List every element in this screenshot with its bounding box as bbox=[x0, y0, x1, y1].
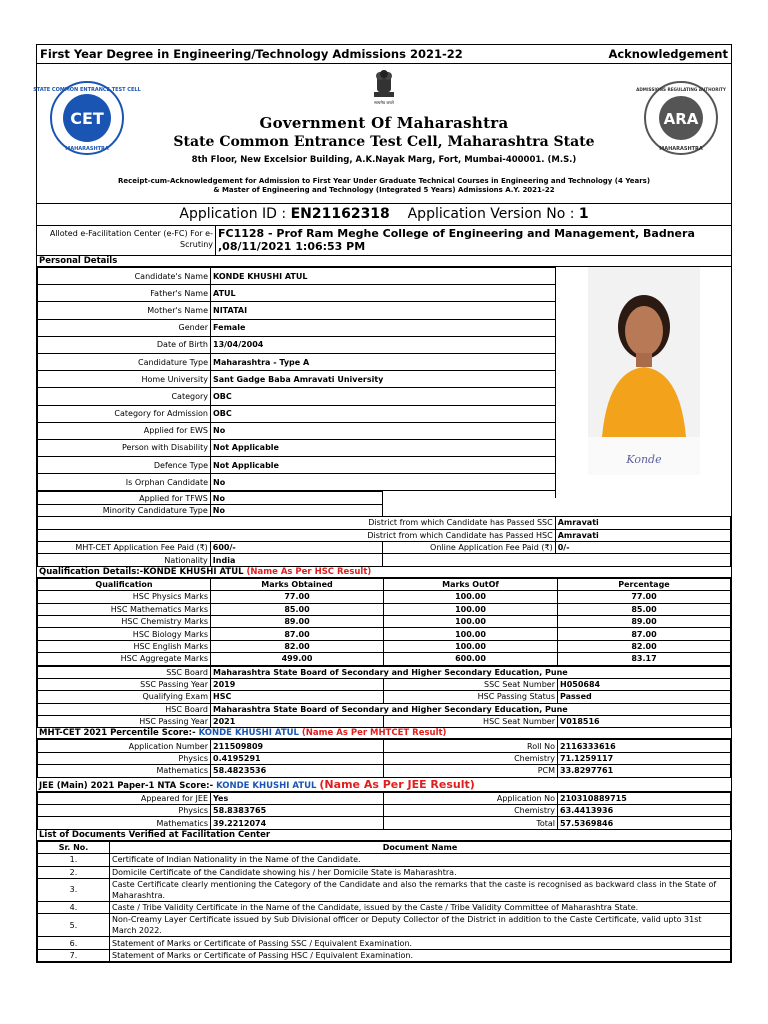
table-row bbox=[38, 854, 731, 866]
qualifying-exam-value: HSC bbox=[211, 691, 384, 703]
table-row bbox=[38, 752, 731, 764]
jee-candidate-name: KONDE KHUSHI ATUL bbox=[216, 780, 317, 791]
hsc-board-value: Maharashtra State Board of Secondary and Higher Secondary Education, Pune bbox=[211, 703, 731, 715]
ssc-board-label: SSC Board bbox=[38, 666, 211, 678]
hsc-seat-value: V018516 bbox=[558, 716, 731, 728]
application-id-row bbox=[37, 204, 731, 226]
table-row bbox=[38, 504, 731, 516]
percentage: 77.00 bbox=[558, 591, 731, 603]
document-name: Statement of Marks or Certificate of Passing HSC / Equivalent Examination. bbox=[110, 949, 731, 961]
personal-value: No bbox=[211, 422, 558, 439]
percentage: 89.00 bbox=[558, 615, 731, 627]
marks-outof: 100.00 bbox=[384, 603, 558, 615]
qualification-subject: HSC Chemistry Marks bbox=[38, 615, 211, 627]
ssc-seat-value: H050684 bbox=[558, 678, 731, 690]
qualification-note: (Name As Per HSC Result) bbox=[246, 566, 372, 577]
board-details-table bbox=[37, 666, 731, 729]
svg-text:MAHARASHTRA: MAHARASHTRA bbox=[65, 146, 109, 152]
cet-roll-value: 2116333616 bbox=[558, 740, 731, 752]
cet-pcm-value: 33.8297761 bbox=[558, 765, 731, 777]
cet-cell-title: State Common Entrance Test Cell, Maharashtra State bbox=[173, 134, 595, 150]
cet-heading-text: MHT-CET 2021 Percentile Score:- bbox=[39, 728, 196, 739]
qualification-subject: HSC Aggregate Marks bbox=[38, 653, 211, 665]
receipt-description: Receipt-cum-Acknowledgement for Admission to First Year Under Graduate Technical Courses in Engineering and Technology (4 Years) & Master of Engineering and Technology (Integrated 5 Years) Admissions A.Y. 2021-22 bbox=[117, 177, 651, 194]
hsc-year-value: 2021 bbox=[211, 716, 384, 728]
form-frame bbox=[33, 63, 732, 963]
document-name: Caste Certificate clearly mentioning the Category of the Candidate and also the remarks that the caste is recognised as backward class in the State of Maharashtra. bbox=[110, 878, 731, 901]
jee-score-table bbox=[37, 792, 731, 830]
document-name: Statement of Marks or Certificate of Passing SSC / Equivalent Examination. bbox=[110, 937, 731, 949]
col-sr-no: Sr. No. bbox=[38, 841, 110, 853]
table-row bbox=[38, 615, 731, 627]
jee-total-label: Total bbox=[384, 817, 558, 829]
documents-heading: List of Documents Verified at Facilitation Center bbox=[37, 830, 731, 841]
cet-score-table bbox=[37, 739, 731, 777]
qualification-heading-text: Qualification Details:-KONDE KHUSHI ATUL bbox=[39, 566, 244, 577]
svg-text:ADMISSIONS REGULATING AUTHORIT: ADMISSIONS REGULATING AUTHORITY bbox=[636, 87, 726, 92]
candidate-photo bbox=[588, 267, 700, 475]
personal-label: Person with Disability bbox=[38, 439, 211, 456]
tfws-label: Applied for TFWS bbox=[38, 492, 211, 504]
personal-value: Maharashtra - Type A bbox=[211, 353, 558, 370]
table-row bbox=[38, 603, 731, 615]
personal-label: Category bbox=[38, 388, 211, 405]
online-fee-label: Online Application Fee Paid (₹) bbox=[382, 542, 555, 554]
ssc-district-label: District from which Candidate has Passed SSC bbox=[38, 517, 556, 529]
application-id-label: Application ID : bbox=[179, 206, 291, 222]
jee-heading-text: JEE (Main) 2021 Paper-1 NTA Score:- bbox=[39, 780, 214, 791]
table-row bbox=[38, 542, 731, 554]
table-row bbox=[38, 529, 731, 541]
col-document-name: Document Name bbox=[110, 841, 731, 853]
personal-value: KONDE KHUSHI ATUL bbox=[211, 268, 558, 285]
marks-outof: 100.00 bbox=[384, 640, 558, 652]
fee-value: 600/- bbox=[210, 542, 382, 554]
qualification-subject: HSC Biology Marks bbox=[38, 628, 211, 640]
personal-label: Category for Admission bbox=[38, 405, 211, 422]
jee-heading bbox=[37, 778, 731, 792]
cet-chemistry-label: Chemistry bbox=[384, 752, 558, 764]
minority-label: Minority Candidature Type bbox=[38, 504, 211, 516]
table-row bbox=[38, 591, 731, 603]
government-title: Government Of Maharashtra bbox=[259, 114, 509, 132]
svg-text:सत्यमेव जयते: सत्यमेव जयते bbox=[374, 100, 394, 105]
document-name: Certificate of Indian Nationality in the Name of the Candidate. bbox=[110, 854, 731, 866]
hsc-year-label: HSC Passing Year bbox=[38, 716, 211, 728]
personal-label: Father's Name bbox=[38, 285, 211, 302]
marks-obtained: 77.00 bbox=[211, 591, 384, 603]
svg-text:CET: CET bbox=[70, 109, 104, 128]
cet-candidate-name: KONDE KHUSHI ATUL bbox=[198, 728, 299, 739]
qualification-subject: HSC Physics Marks bbox=[38, 591, 211, 603]
document-name: Caste / Tribe Validity Certificate in the Name of the Candidate, issued by the Caste / Tribe Validity Committee of Maharashtra State. bbox=[110, 901, 731, 913]
document-sr-no: 2. bbox=[38, 866, 110, 878]
qualification-subject: HSC English Marks bbox=[38, 640, 211, 652]
personal-value: OBC bbox=[211, 405, 558, 422]
jee-chemistry-value: 63.4413936 bbox=[558, 805, 731, 817]
marks-obtained: 85.00 bbox=[211, 603, 384, 615]
personal-label: Mother's Name bbox=[38, 302, 211, 319]
cet-note: (Name As Per MHTCET Result) bbox=[301, 728, 447, 739]
marks-obtained: 87.00 bbox=[211, 628, 384, 640]
personal-details-heading: Personal Details bbox=[37, 256, 731, 267]
personal-value: Sant Gadge Baba Amravati University bbox=[211, 371, 558, 388]
application-version: 1 bbox=[578, 206, 589, 222]
table-row bbox=[38, 841, 731, 853]
table-row bbox=[38, 517, 731, 529]
table-row bbox=[38, 703, 731, 715]
personal-value: NITATAI bbox=[211, 302, 558, 319]
marks-obtained: 499.00 bbox=[211, 653, 384, 665]
table-row bbox=[38, 691, 731, 703]
table-row bbox=[38, 653, 731, 665]
percentage: 82.00 bbox=[558, 640, 731, 652]
table-row bbox=[38, 740, 731, 752]
minority-value: No bbox=[210, 504, 382, 516]
qualification-subject: HSC Mathematics Marks bbox=[38, 603, 211, 615]
document-sr-no: 4. bbox=[38, 901, 110, 913]
personal-value: Not Applicable bbox=[211, 457, 558, 474]
nationality-label: Nationality bbox=[38, 554, 211, 566]
marks-outof: 100.00 bbox=[384, 628, 558, 640]
cet-app-no-value: 211509809 bbox=[211, 740, 384, 752]
office-address: 8th Floor, New Excelsior Building, A.K.Nayak Marg, Fort, Mumbai-400001. (M.S.) bbox=[191, 155, 577, 165]
jee-physics-label: Physics bbox=[38, 805, 211, 817]
personal-label: Defence Type bbox=[38, 457, 211, 474]
marks-outof: 100.00 bbox=[384, 615, 558, 627]
personal-label: Is Orphan Candidate bbox=[38, 474, 211, 491]
cet-app-no-label: Application Number bbox=[38, 740, 211, 752]
table-row bbox=[38, 937, 731, 949]
table-row bbox=[38, 578, 731, 590]
personal-label: Applied for EWS bbox=[38, 422, 211, 439]
table-row bbox=[38, 716, 731, 728]
ssc-year-value: 2019 bbox=[211, 678, 384, 690]
personal-value: OBC bbox=[211, 388, 558, 405]
personal-label: Candidate's Name bbox=[38, 268, 211, 285]
cet-physics-value: 0.4195291 bbox=[211, 752, 384, 764]
qualification-heading bbox=[37, 567, 731, 578]
table-row bbox=[38, 914, 731, 937]
jee-math-value: 39.2212074 bbox=[211, 817, 384, 829]
personal-label: Home University bbox=[38, 371, 211, 388]
personal-label: Gender bbox=[38, 319, 211, 336]
marks-obtained: 82.00 bbox=[211, 640, 384, 652]
document-sr-no: 6. bbox=[38, 937, 110, 949]
hsc-district-label: District from which Candidate has Passed HSC bbox=[38, 529, 556, 541]
percentage: 87.00 bbox=[558, 628, 731, 640]
ssc-board-value: Maharashtra State Board of Secondary and Higher Secondary Education, Pune bbox=[211, 666, 731, 678]
fee-label: MHT-CET Application Fee Paid (₹) bbox=[38, 542, 211, 554]
table-row bbox=[38, 817, 731, 829]
personal-details-block bbox=[37, 267, 731, 491]
jee-math-label: Mathematics bbox=[38, 817, 211, 829]
table-row bbox=[38, 765, 731, 777]
table-row bbox=[38, 949, 731, 961]
personal-value: No bbox=[211, 474, 558, 491]
cet-physics-label: Physics bbox=[38, 752, 211, 764]
jee-app-no-label: Application No bbox=[384, 792, 558, 804]
table-row bbox=[38, 901, 731, 913]
table-row bbox=[38, 666, 731, 678]
col-percentage: Percentage bbox=[558, 578, 731, 590]
national-emblem-icon bbox=[369, 70, 399, 106]
personal-value: Female bbox=[211, 319, 558, 336]
percentage: 83.17 bbox=[558, 653, 731, 665]
jee-appeared-value: Yes bbox=[211, 792, 384, 804]
table-row bbox=[38, 640, 731, 652]
cet-math-label: Mathematics bbox=[38, 765, 211, 777]
nationality-value: India bbox=[210, 554, 382, 566]
tfws-value: No bbox=[210, 492, 382, 504]
header bbox=[33, 64, 731, 204]
efc-row bbox=[37, 226, 731, 256]
table-row bbox=[38, 878, 731, 901]
hsc-status-label: HSC Passing Status bbox=[384, 691, 558, 703]
hsc-board-label: HSC Board bbox=[38, 703, 211, 715]
cet-pcm-label: PCM bbox=[384, 765, 558, 777]
hsc-district-value: Amravati bbox=[555, 529, 730, 541]
application-id: EN21162318 bbox=[290, 206, 390, 222]
document-name: Non-Creamy Layer Certificate issued by Sub Divisional officer or Deputy Collector of the District in addition to the Caste Certificate, valid upto 31st March 2022. bbox=[110, 914, 731, 937]
top-bar bbox=[36, 44, 732, 63]
col-qualification: Qualification bbox=[38, 578, 211, 590]
table-row bbox=[38, 792, 731, 804]
hsc-seat-label: HSC Seat Number bbox=[384, 716, 558, 728]
ssc-district-value: Amravati bbox=[555, 517, 730, 529]
personal-label: Date of Birth bbox=[38, 336, 211, 353]
jee-appeared-label: Appeared for JEE bbox=[38, 792, 211, 804]
online-fee-value: 0/- bbox=[555, 542, 730, 554]
document-name: Domicile Certificate of the Candidate showing his / her Domicile State is Maharashtra. bbox=[110, 866, 731, 878]
signature: Konde bbox=[626, 453, 662, 466]
table-row bbox=[38, 805, 731, 817]
document-sr-no: 7. bbox=[38, 949, 110, 961]
marks-obtained: 89.00 bbox=[211, 615, 384, 627]
ssc-year-label: SSC Passing Year bbox=[38, 678, 211, 690]
personal-value: 13/04/2004 bbox=[211, 336, 558, 353]
cet-chemistry-value: 71.1259117 bbox=[558, 752, 731, 764]
table-row bbox=[38, 628, 731, 640]
efc-value: FC1128 - Prof Ram Meghe College of Engineering and Management, Badnera ,08/11/2021 1:06:53 PM bbox=[218, 227, 695, 253]
efc-label: Alloted e-Facilitation Center (e-FC) For e-Scrutiny bbox=[37, 226, 216, 255]
application-version-label: Application Version No : bbox=[407, 206, 579, 222]
documents-table bbox=[37, 841, 731, 962]
personal-extra-table bbox=[37, 491, 731, 566]
hsc-status-value: Passed bbox=[558, 691, 731, 703]
svg-text:MAHARASHTRA: MAHARASHTRA bbox=[659, 146, 703, 152]
jee-app-no-value: 210310889715 bbox=[558, 792, 731, 804]
document-sr-no: 3. bbox=[38, 878, 110, 901]
col-marks-obtained: Marks Obtained bbox=[211, 578, 384, 590]
jee-chemistry-label: Chemistry bbox=[384, 805, 558, 817]
marks-outof: 100.00 bbox=[384, 591, 558, 603]
ssc-seat-label: SSC Seat Number bbox=[384, 678, 558, 690]
document-sr-no: 1. bbox=[38, 854, 110, 866]
svg-text:STATE COMMON ENTRANCE TEST CEL: STATE COMMON ENTRANCE TEST CELL bbox=[33, 87, 141, 93]
table-row bbox=[38, 678, 731, 690]
cet-math-value: 58.4823536 bbox=[211, 765, 384, 777]
document-sr-no: 5. bbox=[38, 914, 110, 937]
qualification-table bbox=[37, 578, 731, 666]
table-row bbox=[38, 554, 731, 566]
qualifying-exam-label: Qualifying Exam bbox=[38, 691, 211, 703]
personal-value: ATUL bbox=[211, 285, 558, 302]
photo-cell bbox=[555, 267, 731, 498]
svg-text:ARA: ARA bbox=[663, 110, 699, 128]
admission-title: First Year Degree in Engineering/Technology Admissions 2021-22 bbox=[40, 47, 463, 61]
cet-heading bbox=[37, 728, 731, 739]
marks-outof: 600.00 bbox=[384, 653, 558, 665]
acknowledgement-label: Acknowledgement bbox=[608, 47, 728, 61]
table-row bbox=[38, 866, 731, 878]
personal-label: Candidature Type bbox=[38, 353, 211, 370]
col-marks-outof: Marks OutOf bbox=[384, 578, 558, 590]
jee-note: (Name As Per JEE Result) bbox=[319, 777, 475, 791]
jee-total-value: 57.5369846 bbox=[558, 817, 731, 829]
cet-roll-label: Roll No bbox=[384, 740, 558, 752]
personal-value: Not Applicable bbox=[211, 439, 558, 456]
jee-physics-value: 58.8383765 bbox=[211, 805, 384, 817]
percentage: 85.00 bbox=[558, 603, 731, 615]
